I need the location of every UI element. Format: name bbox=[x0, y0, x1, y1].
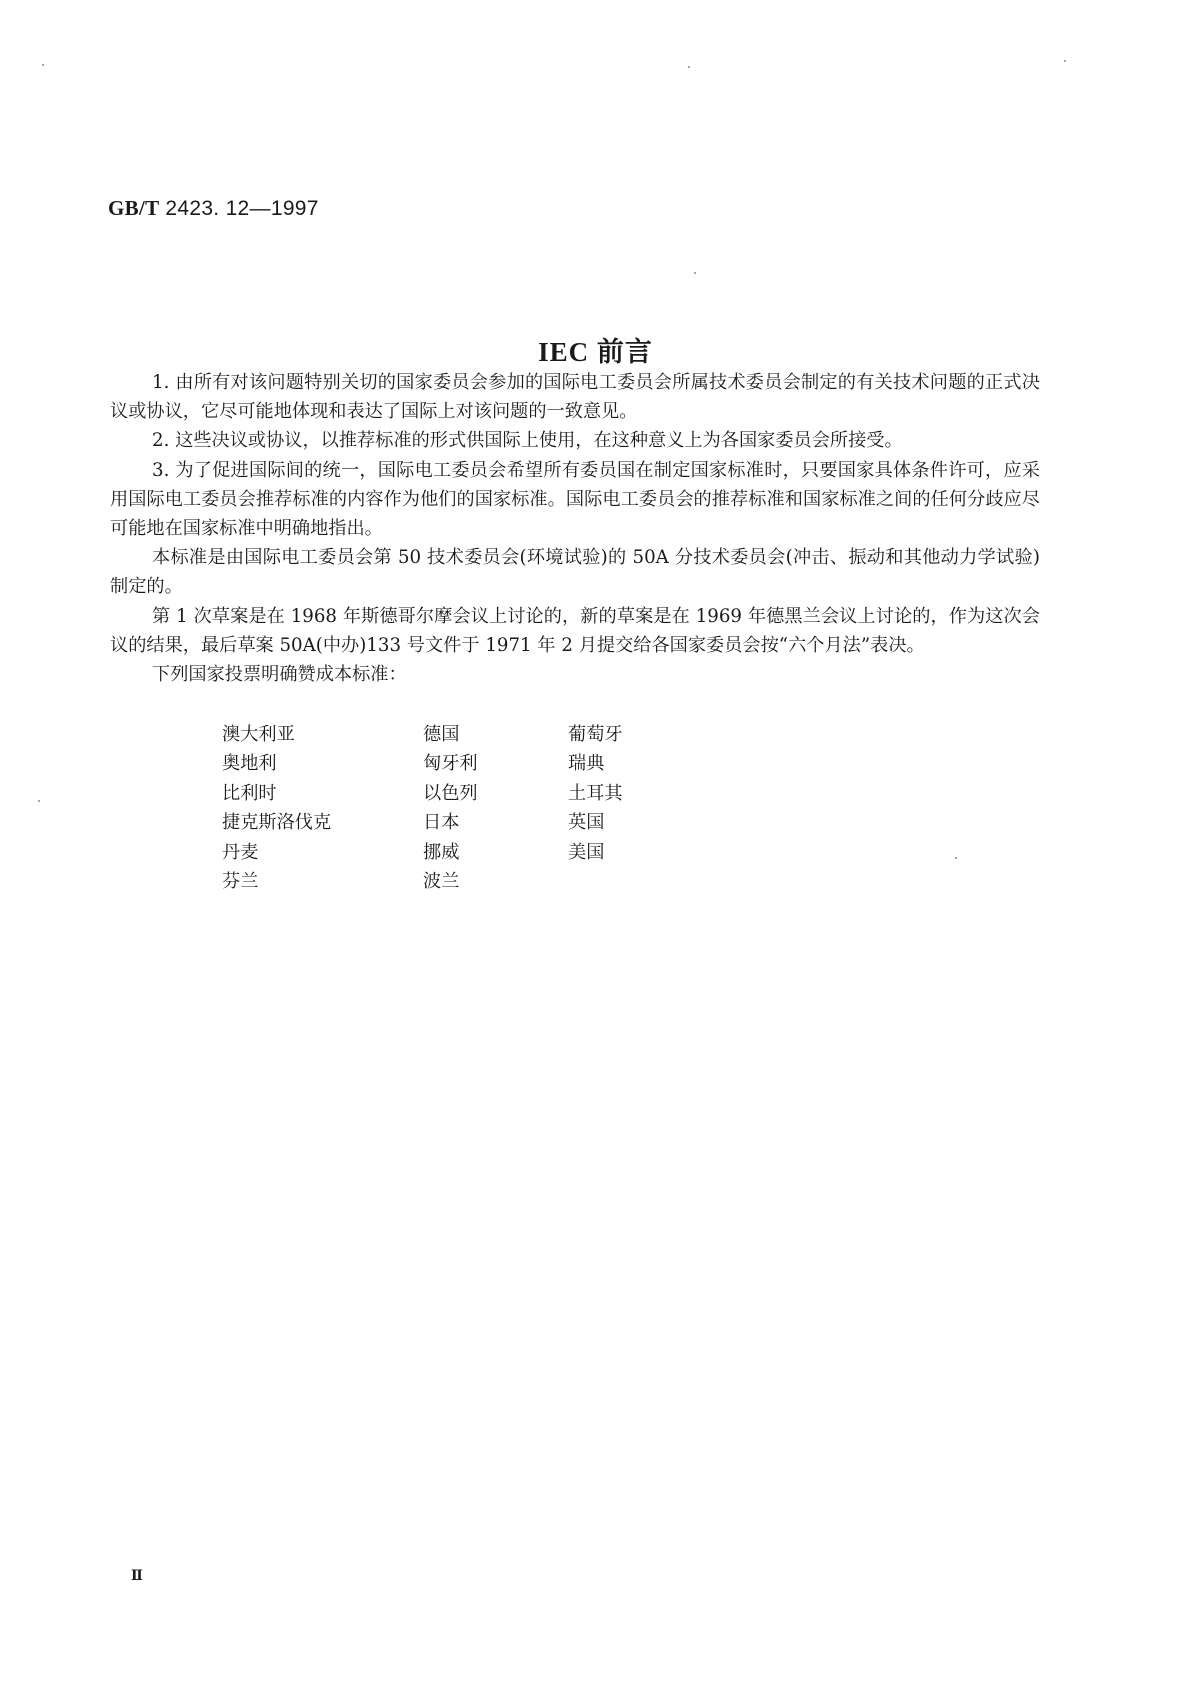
country-row bbox=[222, 720, 688, 749]
country-item bbox=[568, 867, 688, 896]
country-item: 比利时 bbox=[222, 782, 277, 804]
country-item: 德国 bbox=[423, 724, 460, 745]
scan-speck bbox=[38, 800, 40, 802]
scan-speck bbox=[42, 64, 44, 66]
paragraph-committee: 本标准是由国际电工委员会第 50 技术委员会(环境试验)的 50A 分技术委员会(冲击、振动和其他动力学试验)制定的。 bbox=[110, 547, 1040, 598]
scan-speck bbox=[1064, 60, 1066, 62]
country-item: 挪威 bbox=[423, 841, 460, 863]
page-title: IEC 前言 bbox=[538, 337, 653, 367]
country-item: 瑞典 bbox=[568, 753, 605, 775]
country-item: 澳大利亚 bbox=[222, 724, 295, 745]
country-list bbox=[222, 720, 688, 896]
paragraph-countries-intro: 下列国家投票明确赞成本标准： bbox=[152, 664, 407, 686]
country-row bbox=[222, 779, 688, 808]
foreword-body bbox=[110, 368, 1040, 689]
country-item: 土耳其 bbox=[568, 782, 623, 804]
country-item: 日本 bbox=[423, 812, 460, 834]
country-item: 丹麦 bbox=[222, 841, 259, 863]
paragraph-3: 3. 为了促进国际间的统一，国际电工委员会希望所有委员国在制定国家标准时，只要国家具体条件许可，应采用国际电工委员会推荐标准的内容作为他们的国家标准。国际电工委员会的推荐标准和国家标准之间的任何分歧应尽可能地在国家标准中明确地指出。 bbox=[110, 459, 1040, 540]
country-item: 芬兰 bbox=[222, 870, 259, 892]
country-row bbox=[222, 808, 688, 837]
scan-speck bbox=[694, 272, 696, 274]
scan-speck bbox=[688, 66, 690, 68]
scan-speck bbox=[955, 857, 957, 859]
country-item: 波兰 bbox=[423, 870, 460, 892]
paragraph-2: 2. 这些决议或协议，以推荐标准的形式供国际上使用，在这种意义上为各国家委员会所接受。 bbox=[152, 430, 903, 452]
country-row bbox=[222, 867, 688, 896]
country-row bbox=[222, 749, 688, 778]
country-item: 美国 bbox=[568, 841, 605, 863]
paragraph-drafts: 第 1 次草案是在 1968 年斯德哥尔摩会议上讨论的，新的草案是在 1969 年德黑兰会议上讨论的，作为这次会议的结果，最后草案 50A(中办)133 号文件于 1971 年 2 月提交给各国家委员会按“六个月法”表决。 bbox=[110, 605, 1040, 656]
page-number: Ⅱ bbox=[131, 1569, 143, 1584]
standard-identifier bbox=[108, 196, 319, 221]
standard-prefix: GB/T bbox=[108, 196, 160, 220]
standard-number: 2423. 12—1997 bbox=[165, 197, 319, 220]
country-item: 匈牙利 bbox=[423, 753, 478, 775]
country-item: 捷克斯洛伐克 bbox=[222, 812, 332, 834]
country-item: 葡萄牙 bbox=[568, 724, 623, 745]
country-row bbox=[222, 838, 688, 867]
country-item: 以色列 bbox=[423, 782, 478, 804]
country-item: 奥地利 bbox=[222, 753, 277, 775]
paragraph-1: 1. 由所有对该问题特别关切的国家委员会参加的国际电工委员会所属技术委员会制定的有关技术问题的正式决议或协议，它尽可能地体现和表达了国际上对该问题的一致意见。 bbox=[110, 372, 1040, 423]
country-item: 英国 bbox=[568, 812, 605, 834]
